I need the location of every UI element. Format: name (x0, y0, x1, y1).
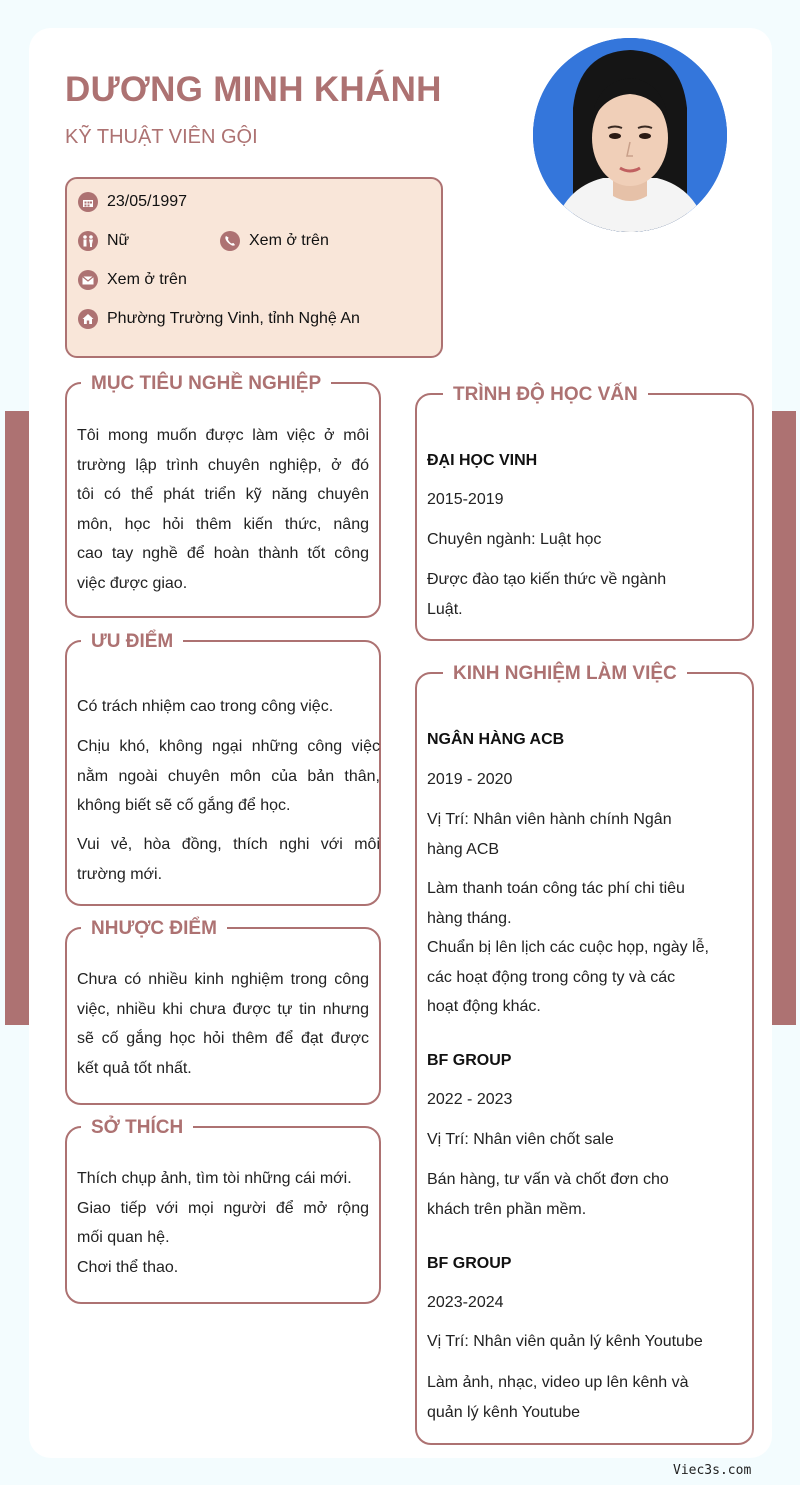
hobbies-text: Thích chụp ảnh, tìm tòi những cái mới. Giao tiếp với mọi người để mở rộng mối quan hệ. Chơi thể thao. (77, 1170, 369, 1276)
gender-value: Nữ (107, 232, 130, 249)
strength-item: Có trách nhiệm cao trong công việc. (77, 698, 334, 715)
weaknesses-title: NHƯỢC ĐIỂM (81, 918, 227, 940)
phone-value: Xem ở trên (249, 232, 329, 249)
address-row (77, 308, 360, 330)
experience-title: KINH NGHIỆM LÀM VIỆC (443, 663, 687, 685)
education-school: ĐẠI HỌC VINH (427, 452, 538, 469)
address-value: Phường Trường Vinh, tỉnh Nghệ An (107, 310, 360, 327)
home-icon (77, 308, 99, 330)
email-value: Xem ở trên (107, 271, 187, 288)
education-major: Chuyên ngành: Luật học (427, 531, 602, 548)
email-icon (77, 269, 99, 291)
job-position: Vị Trí: Nhân viên chốt sale (427, 1131, 614, 1148)
calendar-icon (77, 191, 99, 213)
weaknesses-text: Chưa có nhiều kinh nghiệm trong công việc, nhiều khi chưa được tự tin nhưng sẽ cố gắng học hỏi thêm để đạt được kết quả tốt nhất. (77, 971, 369, 1077)
education-description: Được đào tạo kiến thức về ngành Luật. (427, 571, 667, 618)
email-row (77, 269, 187, 291)
job-company: NGÂN HÀNG ACB (427, 731, 565, 748)
job-description: Làm ảnh, nhạc, video up lên kênh và quản lý kênh Youtube (427, 1374, 689, 1421)
job-position: Vị Trí: Nhân viên hành chính Ngân hàng ACB (427, 811, 672, 858)
gender-row (77, 230, 129, 252)
strength-item: Vui vẻ, hòa đồng, thích nghi với môi trường mới. (77, 836, 380, 883)
watermark-text: Viec3s.com (673, 1463, 752, 1478)
phone-row (219, 230, 329, 252)
job-position: Vị Trí: Nhân viên quản lý kênh Youtube (427, 1333, 703, 1350)
birthdate-row (77, 191, 187, 213)
hobbies-title: SỞ THÍCH (81, 1117, 193, 1139)
decorative-side-bar-left (5, 411, 29, 1025)
objective-text: Tôi mong muốn được làm việc ở môi trường lập trình chuyên nghiệp, ở đó tôi có thể phát triển kỹ năng chuyên môn, học hỏi thêm kiến thức, nâng cao tay nghề để hoàn thành tốt công việc được giao. (77, 427, 369, 592)
portrait-illustration (533, 38, 727, 232)
job-title: KỸ THUẬT VIÊN GỘI (65, 126, 258, 148)
job-years: 2022 - 2023 (427, 1091, 513, 1108)
strength-item: Chịu khó, không ngại những công việc nằm ngoài chuyên môn của bản thân, không biết sẽ cố gắng để học. (77, 738, 380, 814)
job-company: BF GROUP (427, 1255, 512, 1272)
job-years: 2019 - 2020 (427, 771, 513, 788)
birthdate-value: 23/05/1997 (107, 193, 188, 210)
portrait-photo (533, 38, 727, 232)
candidate-name: DƯƠNG MINH KHÁNH (65, 70, 442, 109)
job-description: Làm thanh toán công tác phí chi tiêu hàng tháng. Chuẩn bị lên lịch các cuộc họp, ngày lễ, các hoạt động trong công ty và các hoạt động khác. (427, 880, 709, 1015)
strengths-title: ƯU ĐIỂM (81, 631, 183, 653)
decorative-side-bar-right (772, 411, 796, 1025)
job-years: 2023-2024 (427, 1294, 504, 1311)
job-description: Bán hàng, tư vấn và chốt đơn cho khách trên phần mềm. (427, 1171, 669, 1218)
objective-title: MỤC TIÊU NGHỀ NGHIỆP (81, 373, 331, 395)
phone-icon (219, 230, 241, 252)
education-years: 2015-2019 (427, 491, 504, 508)
education-title: TRÌNH ĐỘ HỌC VẤN (443, 384, 648, 406)
job-company: BF GROUP (427, 1052, 512, 1069)
gender-icon (77, 230, 99, 252)
